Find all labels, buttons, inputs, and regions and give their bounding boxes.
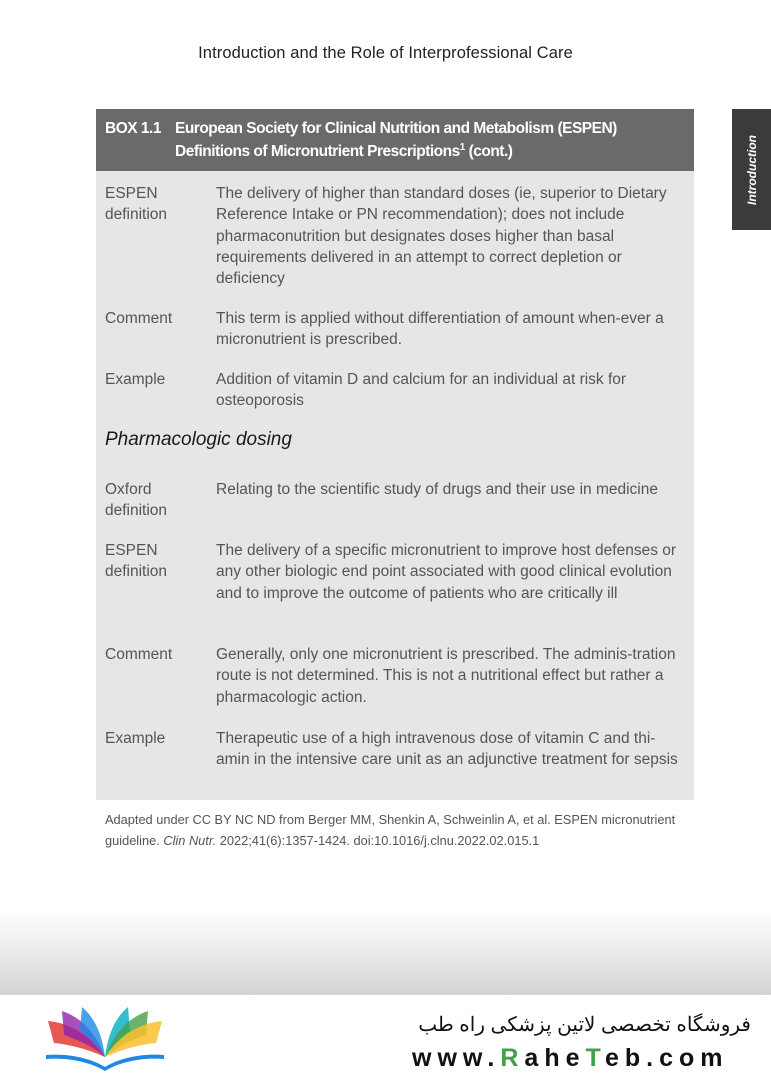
definition-text: This term is applied without differentiation of amount when-ever a micronutrient is prescribed. (216, 310, 664, 349)
box-title-line2 (175, 143, 512, 161)
box-title-text: Definitions of Micronutrient Prescriptions (175, 143, 460, 160)
shop-name: فروشگاه تخصصی لاتین پزشکی راه طب (418, 1014, 751, 1036)
definition-text: Relating to the scientific study of drugs and their use in medicine (216, 481, 658, 498)
definition-text: Generally, only one micronutrient is prescribed. The adminis-tration route is not determined. This is not a nutritional effect but rather a pharmacologic action. (216, 646, 676, 706)
section-side-tab (732, 109, 771, 230)
definition-text: The delivery of a specific micronutrient to improve host defenses or any other biologic end point associated with good clinical evolution and to improve the outcome of patients who are critically ill (216, 542, 677, 602)
term-line: ESPEN (105, 542, 158, 559)
term-line: Oxford (105, 481, 152, 498)
definition-box (96, 109, 694, 800)
definition-text: The delivery of higher than standard doses (ie, superior to Dietary Reference Intake or PN recommendation); does not include pharmaconutrition but designates doses higher than basal requirements delivered in an attempt to correct depletion or deficiency (216, 185, 667, 288)
definition-text: Addition of vitamin D and calcium for an individual at risk for osteoporosis (216, 371, 627, 410)
term-line: ESPEN (105, 185, 158, 202)
url-part: T (585, 1044, 605, 1072)
box-title-line1: European Society for Clinical Nutrition and Metabolism (ESPEN) (175, 120, 617, 137)
box-title-footnote: 1 (459, 142, 465, 153)
definition-term (105, 540, 205, 583)
side-tab-label: Introduction (744, 134, 759, 205)
citation-journal: Clin Nutr. (163, 833, 217, 848)
definition-term: Example (105, 730, 166, 747)
term-line: definition (105, 206, 168, 224)
source-citation (105, 809, 705, 851)
term-line: definition (105, 563, 168, 581)
box-title-suffix: (cont.) (464, 143, 513, 160)
url-part: .com (646, 1044, 729, 1072)
term-line: definition (105, 502, 168, 520)
definition-term (105, 479, 205, 522)
definition-term: Example (105, 371, 166, 388)
url-part: eb (604, 1044, 647, 1072)
citation-text: Adapted under CC BY NC ND from Berger MM, Shenkin A, Schweinlin A, et al. ESPEN micronutrient guideline. (105, 812, 676, 848)
shop-url[interactable] (412, 1044, 728, 1073)
url-part: ahe (524, 1044, 586, 1072)
section-title: Pharmacologic dosing (105, 429, 292, 450)
running-head: Introduction and the Role of Interprofessional Care (198, 44, 573, 62)
url-part: www. (412, 1044, 501, 1072)
definition-term (105, 183, 205, 226)
definition-term: Comment (105, 646, 173, 663)
definition-term: Comment (105, 310, 173, 327)
citation-details: 2022;41(6):1357-1424. doi:10.1016/j.clnu.2022.02.015.1 (216, 833, 540, 848)
definition-text: Therapeutic use of a high intravenous dose of vitamin C and thi-amin in the intensive care unit as an adjunctive treatment for sepsis (216, 730, 678, 769)
url-part: R (500, 1044, 525, 1072)
box-label: BOX 1.1 (105, 120, 161, 137)
footer-fade (0, 910, 771, 995)
open-book-logo-icon (40, 1005, 170, 1071)
box-header (96, 109, 694, 171)
